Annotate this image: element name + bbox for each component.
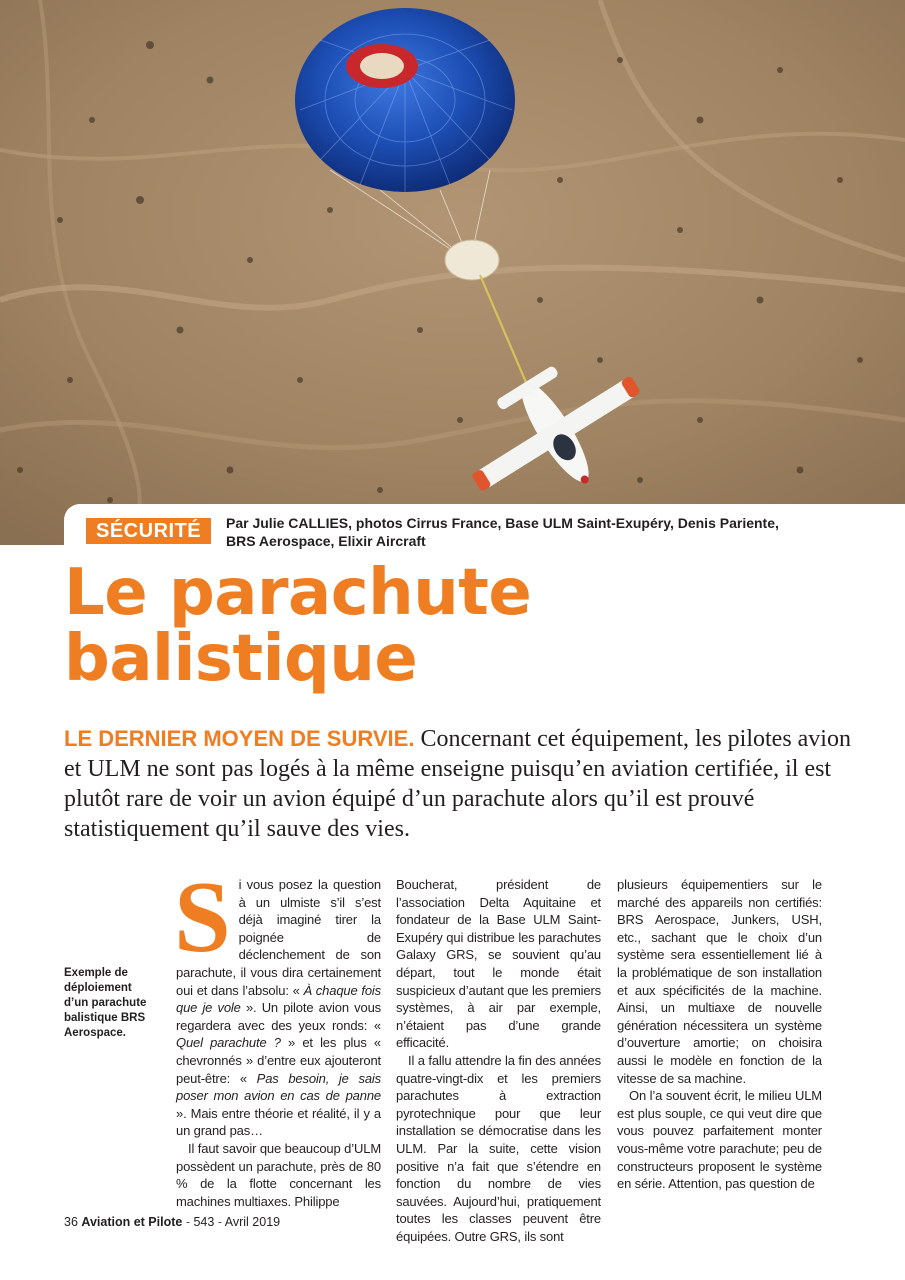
section-tag: SÉCURITÉ (86, 518, 211, 544)
standfirst (64, 724, 854, 844)
standfirst-kicker: LE DERNIER MOYEN DE SURVIE. (64, 726, 415, 751)
hero-photo (0, 0, 905, 545)
body-text: i vous posez la question à un ulmiste s’il s’est déjà imaginé tirer la poignée de déclenchement de son parachute, il vous dira certainement oui et dans l’absolu: « (176, 877, 381, 998)
byline-line-2: BRS Aerospace, Elixir Aircraft (226, 533, 426, 549)
body-paragraph: Il a fallu attendre la fin des années quatre-vingt-dix et les premiers parachutes à extraction pyrotechnique pour que leur installation se démocratise dans les ULM. Par la suite, cette vision positive n’a fait que s’étendre en fonction du nombre de vies sauvées. Aujourd’hui, pratiquement toutes les classes peuvent être équipées. Outre GRS, ils sont (396, 1052, 601, 1244)
body-text: ». Un pilote avion vous regardera avec des yeux ronds: « (176, 1000, 381, 1033)
photo-caption: Exemple de déploiement d’un parachute balistique BRS Aerospace. (64, 967, 147, 1039)
drop-cap: S (174, 861, 231, 974)
footer-separator: - (182, 1215, 194, 1229)
body-paragraph: On l’a souvent écrit, le milieu ULM est plus souple, ce qui veut dire que vous pouvez parfaitement monter vous-même votre parachute; peu de constructeurs proposent le système en série. Attention, pas question de (617, 1088, 822, 1192)
body-text: » et les plus « chevronnés » d’entre eux ajouteront peut-être: « (176, 1035, 381, 1086)
quote-text: À chaque fois que je vole (176, 982, 381, 1016)
title-line-1: Le parachute (64, 556, 532, 630)
body-paragraph: Il faut savoir que beaucoup d’ULM possèdent un parachute, près de 80 % de la flotte concernant les machines multiaxes. Philippe (176, 1140, 381, 1209)
body-paragraph (174, 861, 381, 1140)
standfirst-text: Concernant cet équipement, les pilotes avion et ULM ne sont pas logés à la même enseigne puisqu’en aviation certifiée, il est plutôt rare de voir un avion équipé d’un parachute alors qu’il est prouvé statistiquement qu’il sauve des vies. (64, 726, 851, 842)
body-text: ». Mais entre théorie et réalité, il y a un grand pas… (176, 1105, 381, 1139)
issue-date: Avril 2019 (224, 1215, 281, 1229)
body-paragraph: Boucherat, président de l’association Delta Aquitaine et fondateur de la Base ULM Saint-Exupéry qui distribue les parachutes Galaxy GRS, se souvient qu’au départ, tout le monde était suspicieux d’autant que les premiers systèmes, à air par exemple, n’étaient pas d’une grande efficacité. (396, 877, 601, 1051)
body-paragraph: plusieurs équipementiers sur le marché des appareils non certifiés: BRS Aerospace, Junkers, USH, etc., sachant que le choix d’un système sera essentiellement lié à la problématique de son installation et aux spécificités de la machine. Ainsi, un multiaxe de nouvelle génération nécessitera un système d’ouverture amortie; on choisira aussi le modèle en fonction de la vitesse de sa machine. (617, 877, 822, 1086)
body-column-3 (617, 876, 822, 1193)
page-number: 36 (64, 1215, 78, 1229)
article-title (64, 556, 884, 696)
parachute-photo (0, 0, 905, 545)
byline-line-1: Par Julie CALLIES, photos Cirrus France, Base ULM Saint-Exupéry, Denis Pariente, (226, 515, 779, 531)
publication-name: Aviation et Pilote (81, 1215, 183, 1229)
title-line-2: balistique (64, 622, 418, 696)
quote-text: Quel parachute ? (176, 1035, 281, 1051)
issue-number: 543 (193, 1215, 215, 1229)
quote-text: Pas besoin, je sais poser mon avion en cas de panne (176, 1070, 381, 1104)
page-footer (64, 1215, 280, 1229)
body-column-1 (174, 861, 381, 1210)
footer-separator: - (214, 1215, 225, 1229)
body-column-2 (396, 876, 601, 1245)
byline (226, 514, 876, 550)
